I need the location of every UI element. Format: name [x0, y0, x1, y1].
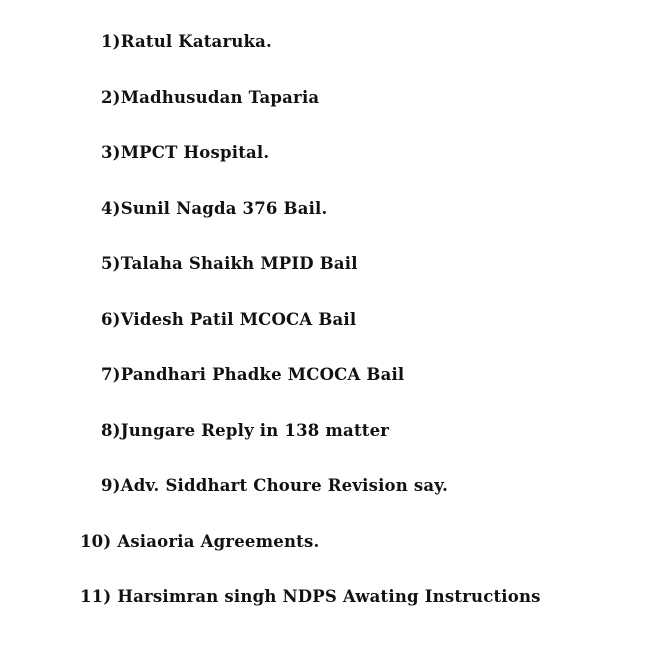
list-item: 2)Madhusudan Taparia — [101, 87, 320, 107]
list-item: 9)Adv. Siddhart Choure Revision say. — [101, 476, 449, 495]
list-item: 11) Harsimran singh NDPS Awating Instructions — [80, 587, 541, 606]
list-item: 1)Ratul Kataruka. — [101, 32, 273, 51]
list-item: 5)Talaha Shaikh MPID Bail — [101, 254, 358, 273]
task-list — [0, 30, 541, 641]
list-item: 8)Jungare Reply in 138 matter — [101, 420, 390, 440]
list-item: 6)Videsh Patil MCOCA Bail — [101, 309, 357, 329]
list-item: 4)Sunil Nagda 376 Bail. — [101, 198, 328, 218]
list-item: 3)MPCT Hospital. — [101, 143, 270, 162]
list-item: 7)Pandhari Phadke MCOCA Bail — [101, 365, 405, 384]
list-item: 10) Asiaoria Agreements. — [80, 531, 320, 551]
